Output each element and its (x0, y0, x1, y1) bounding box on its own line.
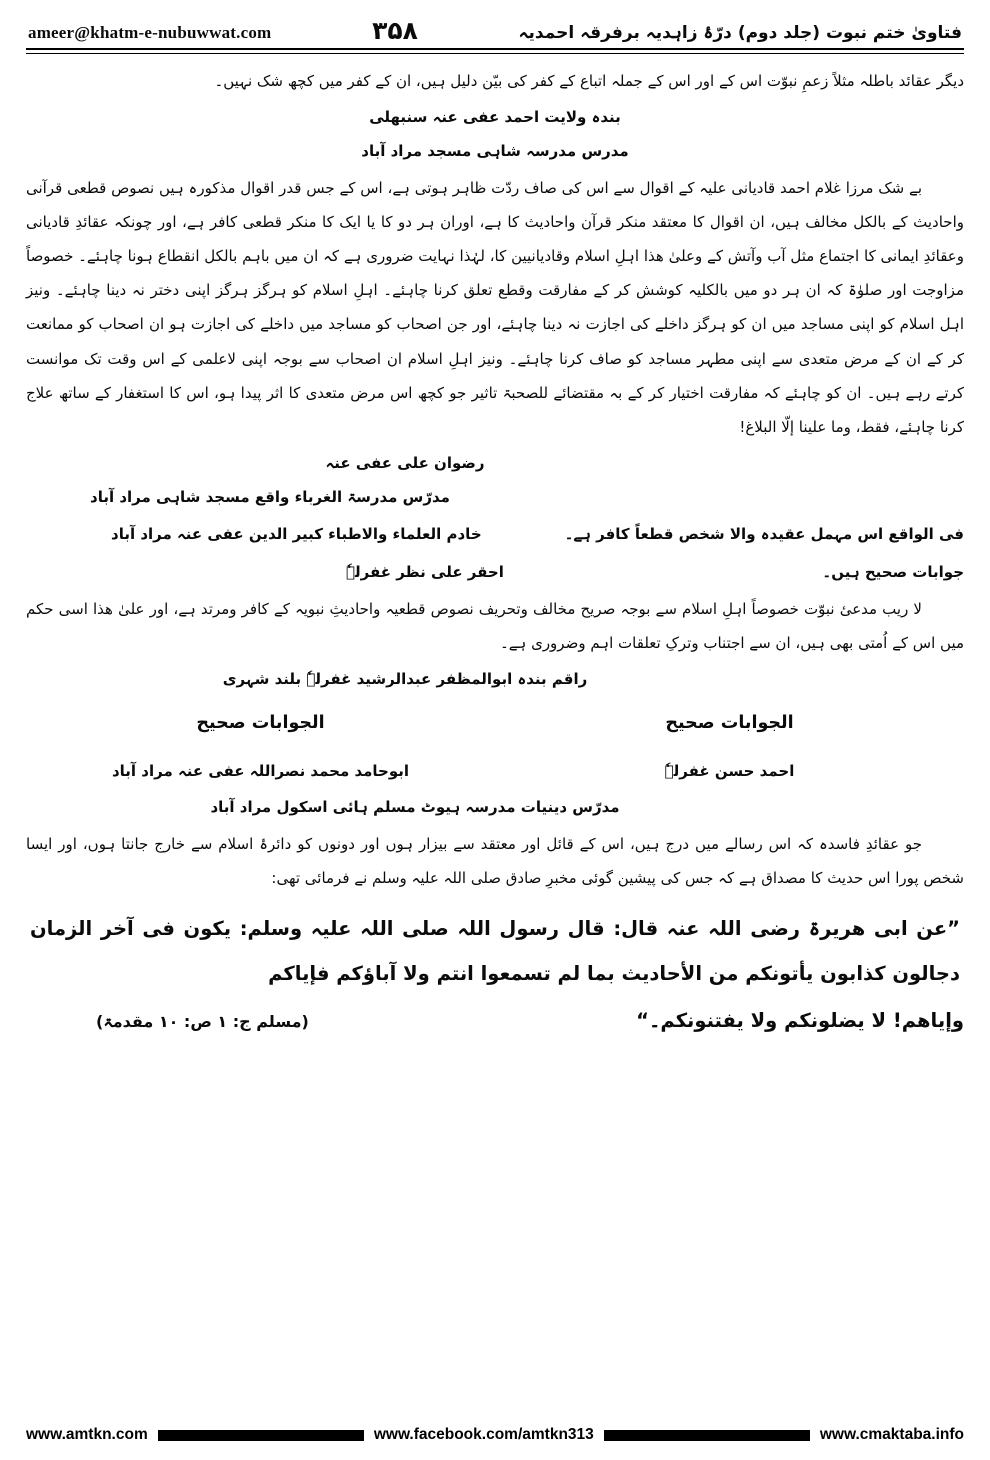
page-header (26, 16, 964, 48)
footer-url-amtkn: www.amtkn.com (26, 1426, 148, 1443)
verdict-2-text: جوابات صحیح ہیں۔ (822, 562, 964, 581)
hadith-quote: ”عن ابی ھریرۃ رضی اللہ عنہ قال: قال رسول اللہ صلی اللہ علیہ وسلم: یکون فی آخر الزمان دجالون کذابون یأتونکم من الأحادیث بما لم تسمعوا انتم ولا آباؤکم فإیاکم (30, 917, 960, 985)
verdict-1-text: فی الواقع اس مہمل عقیدہ والا شخص قطعاً کافر ہے۔ (564, 525, 964, 544)
verdict-columns (26, 704, 964, 788)
signature-2-name: رضوان علی عفی عنہ (325, 454, 485, 473)
page-number: ۳۵۸ (372, 16, 418, 45)
paragraph-fatwa-4: جو عقائدِ فاسدہ کہ اس رسالے میں درج ہیں، اس کے قائل اور معتقد سے بیزار ہوں اور دونوں کو دائرۂ اسلام سے خارج جانتا ہوں، اور ایسا شخص پورا اس حدیث کا مصداق ہے کہ جس کی پیشین گوئی مخبرِ صادق صلی اللہ علیہ وسلم نے فرمائی تھی: (26, 834, 964, 887)
verdict-column-left-name: ابوحامد محمد نصراللہ عفی عنہ مراد آباد (111, 762, 410, 781)
hadith-last-line (26, 999, 964, 1043)
footer-divider-bar (158, 1430, 364, 1441)
book-title: فتاویٰ ختم نبوت (جلد دوم) درّۂ زاہدیہ برفرقہ احمدیہ (518, 23, 962, 43)
verdict-row-2 (26, 555, 964, 589)
signature-1-role: مدرس مدرسہ شاہی مسجد مراد آباد (361, 142, 629, 161)
footer-url-facebook: www.facebook.com/amtkn313 (373, 1426, 594, 1443)
signature-4-name: احقر علی نظر غفرلہٗ (346, 562, 504, 581)
verdict-row-1 (26, 517, 964, 551)
hadith-reference: (مسلم ج: ۱ ص: ۱۰ مقدمۃ) (96, 1011, 309, 1031)
paragraph-fatwa-2: بے شک مرزا غلام احمد قادیانی علیہ کے اقوال سے اس کی صاف ردّت ظاہر ہوتی ہے، اس کے جس قدر اقوال مذکورہ ہیں نصوص قطعی قرآنی واحادیث کے بالکل مخالف ہیں، ان اقوال کا معتقد منکر قرآن واحادیث کا ہے، اوران ہر دو کا یا ایک کا منکر قطعی کافر ہے، اور چونکہ عقائدِ قادیانی وعقائدِ ایمانی کا اجتماع مثل آب وآتش کے وعلیٰ ھذا اہلِ اسلام وقادیانیین کا، لہٰذا نہایت ضروری ہے کہ ان میں باہم بالکل انقطاع ہونا چاہئے۔ خصوصاً مزاوجت اور صلوٰۃ کہ ان ہر دو میں بالکلیہ کوشش کر کے مفارقت وقطع تعلق کرنا چاہئے۔ اہلِ اسلام کو ہرگز ہرگز اپنی دختر نہ دینا چاہئے۔ ونیز اہل اسلام کو اپنی مساجد میں ان کو ہرگز داخلے کی اجازت نہ دینا چاہئے، اور جن اصحاب کو مساجد میں داخلے کی اجازت ہو ان اصحاب کو ممانعت کر کے ان کے مرض متعدی سے اپنی مطہر مساجد کو صاف کرنا چاہئے۔ ونیز اہلِ اسلام ان اصحاب سے بوجہ اپنی لاعلمی کے اس وقت تک موانست کرتے رہے ہیں۔ ان کو چاہئے کہ مفارقت اختیار کر کے بہ مقتضائے للصحبۃ تاثیر جو کچھ اس مرض متعدی کا اثر پیدا ہو، اس کا استغفار کے ساتھ علاج کرنا چاہئے، فقط، وما علینا إلّا البلاغ! (26, 178, 964, 436)
signature-2-role: مدرّس مدرسۃ الغرباء واقع مسجد شاہی مراد آباد (90, 488, 450, 507)
verdict-column-left-heading: الجوابات صحیح (196, 713, 325, 734)
footer-divider-bar (604, 1430, 810, 1441)
paragraph-fatwa-3: لا ریب مدعیٔ نبوّت خصوصاً اہلِ اسلام سے بوجہ صریح مخالف وتحریف نصوص قطعیہ واحادیثِ نبویہ کے کافر ومرتد ہے، اور علیٰ ھذا اسی حکم میں اس کے اُمتی بھی ہیں، ان سے اجتناب وترکِ تعلقات اہم وضروری ہے۔ (26, 599, 964, 652)
hadith-tail-text: وإیاھم! لا یضلونکم ولا یفتنونکم۔“ (636, 1008, 964, 1032)
verdict-column-left (26, 704, 495, 788)
signature-5-name: راقم بندہ ابوالمظفر عبدالرشید غفرلہٗ بلند شہری (222, 670, 588, 689)
header-email: ameer@khatm-e-nubuwwat.com (28, 23, 272, 42)
verdict-column-right-heading: الجوابات صحیح (665, 713, 794, 734)
paragraph-fatwa-1: دیگر عقائد باطلہ مثلاً زعمِ نبوّت اس کے اور اس کے جملہ اتباع کے کفر کی بیّن دلیل ہیں، ان کے کفر میں کچھ شک نہیں۔ (214, 72, 964, 90)
signature-1-name: بندہ ولایت احمد عفی عنہ سنبھلی (369, 108, 621, 127)
verdict-column-right (495, 704, 964, 788)
signature-3-name: خادم العلماء والاطباء کبیر الدین عفی عنہ مراد آباد (111, 525, 482, 544)
footer-url-cmaktaba: www.cmaktaba.info (819, 1426, 964, 1443)
verdict-column-right-name: احمد حسن غفرلہٗ (664, 762, 795, 781)
document-body (26, 64, 964, 1043)
signature-role-line: مدرّس دینیات مدرسہ ہیوٹ مسلم ہائی اسکول مراد آباد (210, 798, 620, 817)
page-footer (26, 1426, 964, 1444)
header-rule (26, 48, 964, 54)
